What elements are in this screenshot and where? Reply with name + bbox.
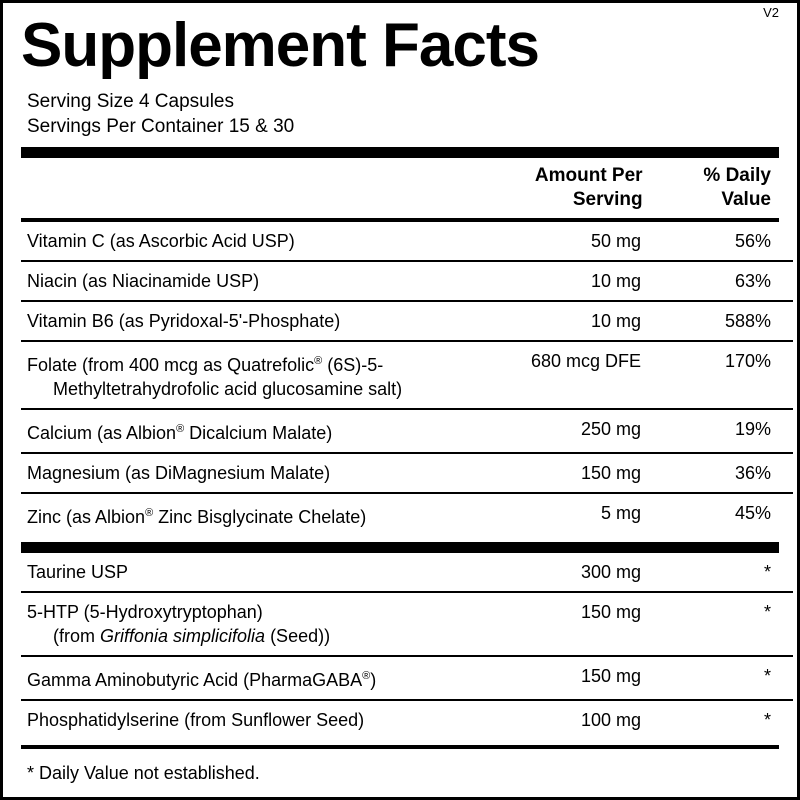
nutrient-name-line2: Methyltetrahydrofolic acid glucosamine salt) — [53, 379, 403, 399]
nutrient-amount: 5 mg — [461, 493, 651, 536]
nutrient-amount: 50 mg — [590, 231, 641, 251]
main-nutrients-table — [21, 222, 793, 536]
nutrient-name — [21, 409, 461, 453]
header-amount-per-serving — [459, 158, 649, 218]
nutrient-daily-value: 63% — [651, 261, 793, 301]
table-row — [21, 700, 793, 739]
divider-thick-top — [21, 147, 779, 158]
divider-thick-middle — [21, 542, 779, 553]
nutrient-name: Vitamin C (as Ascorbic Acid USP) — [27, 231, 295, 251]
serving-size: Serving Size 4 Capsules — [27, 91, 234, 112]
nutrient-name-part1: Gamma Aminobutyric Acid (PharmaGABA — [27, 670, 363, 690]
registered-mark: ® — [314, 355, 323, 367]
nutrient-daily-value: * — [651, 700, 793, 739]
nutrient-amount: 10 mg — [461, 261, 651, 301]
nutrient-daily-value: * — [651, 592, 793, 656]
nutrient-amount: 150 mg — [461, 453, 651, 493]
source-species: Griffonia simplicifolia — [100, 626, 266, 646]
source-suffix: (Seed)) — [265, 626, 331, 646]
source-prefix: (from — [53, 626, 100, 646]
table-header-row — [21, 158, 779, 218]
header-daily-value — [649, 158, 779, 218]
nutrition-header-table — [21, 158, 779, 218]
nutrient-name-part2: Zinc Bisglycinate Chelate) — [153, 507, 367, 527]
nutrient-name — [21, 656, 461, 700]
header-dv-line2: Value — [721, 189, 771, 210]
title-row — [21, 3, 779, 89]
nutrient-daily-value: 170% — [651, 341, 793, 409]
nutrient-name-part1: Calcium (as Albion — [27, 423, 177, 443]
other-ingredients-table — [21, 553, 793, 739]
nutrient-daily-value: 588% — [651, 301, 793, 341]
servings-per-container: Servings Per Container 15 & 30 — [27, 116, 295, 137]
nutrient-name: Niacin (as Niacinamide USP) — [21, 261, 461, 301]
registered-mark: ® — [145, 507, 154, 519]
table-row — [21, 493, 793, 536]
version-label: V2 — [763, 5, 779, 20]
table-row — [21, 222, 793, 261]
nutrient-daily-value: * — [763, 562, 771, 582]
nutrient-name: Vitamin B6 (as Pyridoxal-5'-Phosphate) — [21, 301, 461, 341]
table-row — [21, 409, 793, 453]
nutrient-daily-value: 56% — [734, 231, 771, 251]
header-amount-line2: Serving — [572, 189, 643, 210]
nutrient-amount: 680 mcg DFE — [461, 341, 651, 409]
nutrient-name — [21, 493, 461, 536]
nutrient-name-part2: (6S)-5- — [322, 355, 384, 375]
nutrient-name: Magnesium (as DiMagnesium Malate) — [21, 453, 461, 493]
nutrient-name-part1: Folate (from 400 mcg as Quatrefolic — [27, 355, 315, 375]
nutrient-name-part2: ) — [370, 670, 377, 690]
nutrient-amount: 250 mg — [461, 409, 651, 453]
registered-mark: ® — [362, 670, 371, 682]
header-dv-line1: % Daily — [703, 165, 771, 186]
table-row — [21, 592, 793, 656]
nutrient-name: Taurine USP — [27, 562, 129, 582]
nutrient-daily-value: 36% — [651, 453, 793, 493]
nutrient-name — [21, 592, 461, 656]
header-blank-cell — [21, 158, 459, 218]
table-row — [21, 656, 793, 700]
table-row — [21, 261, 793, 301]
table-row — [21, 341, 793, 409]
table-row — [21, 553, 793, 592]
nutrient-daily-value: 45% — [651, 493, 793, 536]
nutrient-amount: 100 mg — [461, 700, 651, 739]
header-amount-line1: Amount Per — [534, 165, 643, 186]
nutrient-amount: 300 mg — [580, 562, 641, 582]
nutrient-daily-value: 19% — [651, 409, 793, 453]
nutrient-name-part2: Dicalcium Malate) — [184, 423, 333, 443]
table-row — [21, 453, 793, 493]
nutrient-name-part1: Zinc (as Albion — [27, 507, 146, 527]
page-title: Supplement Facts — [21, 11, 539, 80]
nutrient-amount: 10 mg — [461, 301, 651, 341]
nutrient-amount: 150 mg — [461, 656, 651, 700]
nutrient-name-line1: 5-HTP (5-Hydroxytryptophan) — [27, 602, 263, 622]
nutrient-daily-value: * — [651, 656, 793, 700]
nutrient-name — [21, 341, 461, 409]
nutrient-name-line2 — [27, 624, 457, 648]
table-row — [21, 301, 793, 341]
nutrient-amount: 150 mg — [461, 592, 651, 656]
registered-mark: ® — [176, 423, 185, 435]
daily-value-footnote: * Daily Value not established. — [27, 763, 260, 783]
nutrient-name: Phosphatidylserine (from Sunflower Seed) — [21, 700, 461, 739]
